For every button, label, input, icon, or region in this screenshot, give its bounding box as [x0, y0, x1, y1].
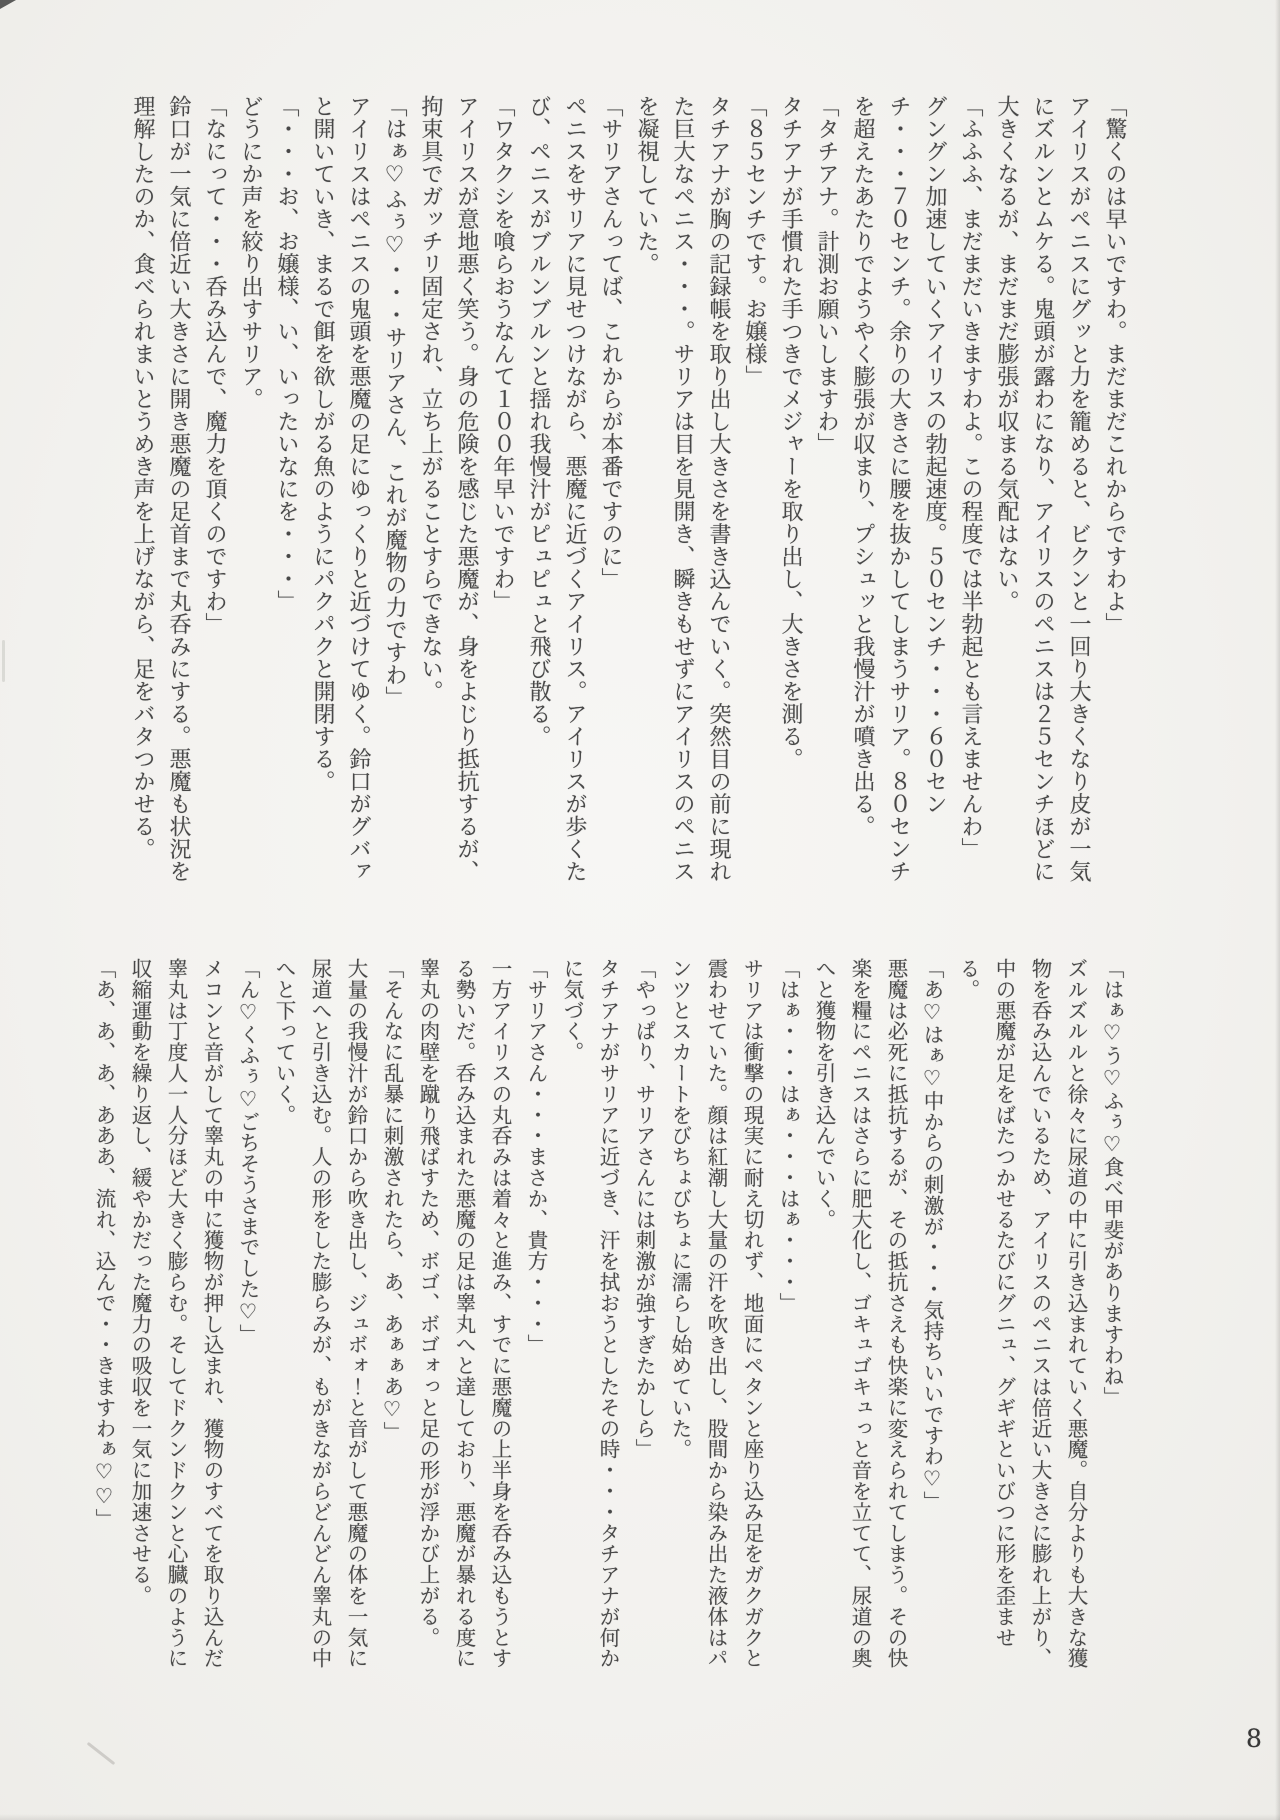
dialogue-line: 「やっぱり、サリアさんには刺激が強すぎたかしら」	[632, 958, 656, 1460]
dialogue-line: 「８５センチです。お嬢様」	[742, 95, 767, 388]
scan-smudge	[2, 640, 5, 682]
dialogue-line: 「驚くのは早いですわ。まだまだこれからですわよ」	[1102, 95, 1127, 635]
narration-paragraph: タチアナがサリアに近づき、汗を拭おうとしたその時・・・タチアナが何かに気づく。	[560, 958, 620, 1669]
dialogue-line: 「サリアさん・・・まさか、貴方・・・」	[524, 958, 548, 1356]
narration-paragraph: ペニスをサリアに見せつけながら、悪魔に近づくアイリス。アイリスが歩くたび、ペニスがブルンブルンと揺れ我慢汁がピュピュと飛び散る。	[526, 95, 587, 883]
narration-paragraph: タチアナが胸の記録帳を取り出し大きさを書き込んでいく。突然目の前に現れた巨大なペニス・・・。サリアは目を見開き、瞬きもせずにアイリスのペニスを凝視していた。	[634, 95, 731, 883]
narration-paragraph: 一方アイリスの丸呑みは着々と進み、すでに悪魔の上半身を呑み込もうとする勢いだ。呑み込まれた悪魔の足は睾丸へと達しており、悪魔が暴れる度に睾丸の肉壁を蹴り飛ばすため、ボゴ、ボゴォっと足の形が浮かび上がる。	[416, 958, 512, 1669]
page-number: 8	[1246, 1724, 1262, 1753]
text-block-lower	[86, 958, 1130, 1680]
dialogue-line: 「タチアナ。計測お願いしますわ」	[814, 95, 839, 455]
narration-paragraph: アイリスが意地悪く笑う。身の危険を感じた悪魔が、身をよじり抵抗するが、拘束具でガッチリ固定され、立ち上がることすらできない。	[418, 95, 479, 883]
dialogue-line: 「なにって・・・呑み込んで、魔力を頂くのですわ」	[202, 95, 227, 635]
scan-edge-shadow-right	[1275, 0, 1280, 1820]
text-block-upper	[124, 95, 1132, 887]
dialogue-line: 「あ♡はぁ♡中からの刺激が・・・気持ちいいですわ♡」	[920, 958, 944, 1512]
narration-paragraph: 悪魔は必死に抵抗するが、その抵抗さえも快楽に変えられてしまう。その快楽を糧にペニスはさらに肥大化し、ゴキュゴキュっと音を立てて、尿道の奥へと獲物を引き込んでいく。	[812, 958, 908, 1669]
dialogue-line: 「そんなに乱暴に刺激されたら、あ、あぁぁあ♡」	[380, 958, 404, 1443]
dialogue-line: 「はぁ♡う♡ふぅ♡食べ甲斐がありますわね」	[1100, 958, 1124, 1408]
dialogue-line: 「ワタクシを喰らおうなんて１００年早いですわ」	[490, 95, 515, 613]
narration-paragraph: どうにか声を絞り出すサリア。	[238, 95, 263, 410]
narration-paragraph: グングン加速していくアイリスの勃起速度。５０センチ・・・６０センチ・・・７０センチ。余りの大きさに腰を抜かしてしまうサリア。８０センチを超えたあたりでようやく膨張が収まり、プシュッと我慢汁が噴き出る。	[850, 95, 947, 883]
dialogue-line: 「ん♡くふぅ♡ごちそうさまでした♡」	[236, 958, 260, 1345]
narration-paragraph: タチアナが手慣れた手つきでメジャーを取り出し、大きさを測る。	[778, 95, 803, 770]
narration-paragraph: アイリスがペニスにグッと力を籠めると、ビクンと一回り大きくなり皮が一気にズルンとムケる。鬼頭が露わになり、アイリスのペニスは２５センチほどに大きくなるが、まだまだ膨張が収まる気配はない。	[994, 95, 1091, 883]
dialogue-line: 「・・・お、お嬢様、い、いったいなにを・・・」	[274, 95, 299, 613]
narration-paragraph: サリアは衝撃の現実に耐え切れず、地面にペタンと座り込み足をガクガクと震わせていた。顔は紅潮し大量の汗を吹き出し、股間から染み出た液体はパンツとスカートをびちょびちょに濡らし始めていた。	[668, 958, 764, 1669]
dialogue-line: 「ふふふ、まだまだいきますわよ。この程度では半勃起とも言えませんわ」	[958, 95, 983, 860]
narration-paragraph: 大量の我慢汁が鈴口から吹き出し、ジュボォ！と音がして悪魔の体を一気に尿道へと引き込む。人の形をした膨らみが、もがきながらどんどん睾丸の中へと下っていく。	[272, 958, 368, 1669]
narration-paragraph: 鈴口が一気に倍近い大きさに開き悪魔の足首まで丸呑みにする。悪魔も状況を理解したのか、食べられまいとうめき声を上げながら、足をバタつかせる。	[130, 95, 191, 883]
scan-edge-shadow-bottom	[0, 1814, 1280, 1820]
scan-corner-artifact	[0, 0, 16, 9]
dialogue-line: 「はぁ♡ふぅ♡・・・サリアさん、これが魔物の力ですわ」	[382, 95, 407, 709]
dialogue-line: 「サリアさんってば、これからが本番ですのに」	[598, 95, 623, 590]
narration-paragraph: メコンと音がして睾丸の中に獲物が押し込まれ、獲物のすべてを取り込んだ睾丸は丁度人一人分ほど大きく膨らむ。そしてドクンドクンと心臓のように収縮運動を繰り返し、緩やかだった魔力の吸収を一気に加速させる。	[128, 958, 224, 1669]
narration-paragraph: ズルズルルと徐々に尿道の中に引き込まれていく悪魔。自分よりも大きな獲物を呑み込んでいるため、アイリスのペニスは倍近い大きさに膨れ上がり、中の悪魔が足をばたつかせるたびにグニュ、グギギといびつに形を歪ませる。	[956, 958, 1088, 1669]
dialogue-line: 「あ、あ、あ、あああ、流れ、込んで・・きますわぁ♡♡」	[92, 958, 116, 1530]
narration-paragraph: アイリスはペニスの鬼頭を悪魔の足にゆっくりと近づけてゆく。鈴口がグバァと開いていき、まるで餌を欲しがる魚のようにパクパクと開閉する。	[310, 95, 371, 883]
scan-smudge	[87, 1742, 116, 1765]
dialogue-line: 「はぁ・・・はぁ・・・はぁ・・・」	[776, 958, 800, 1314]
